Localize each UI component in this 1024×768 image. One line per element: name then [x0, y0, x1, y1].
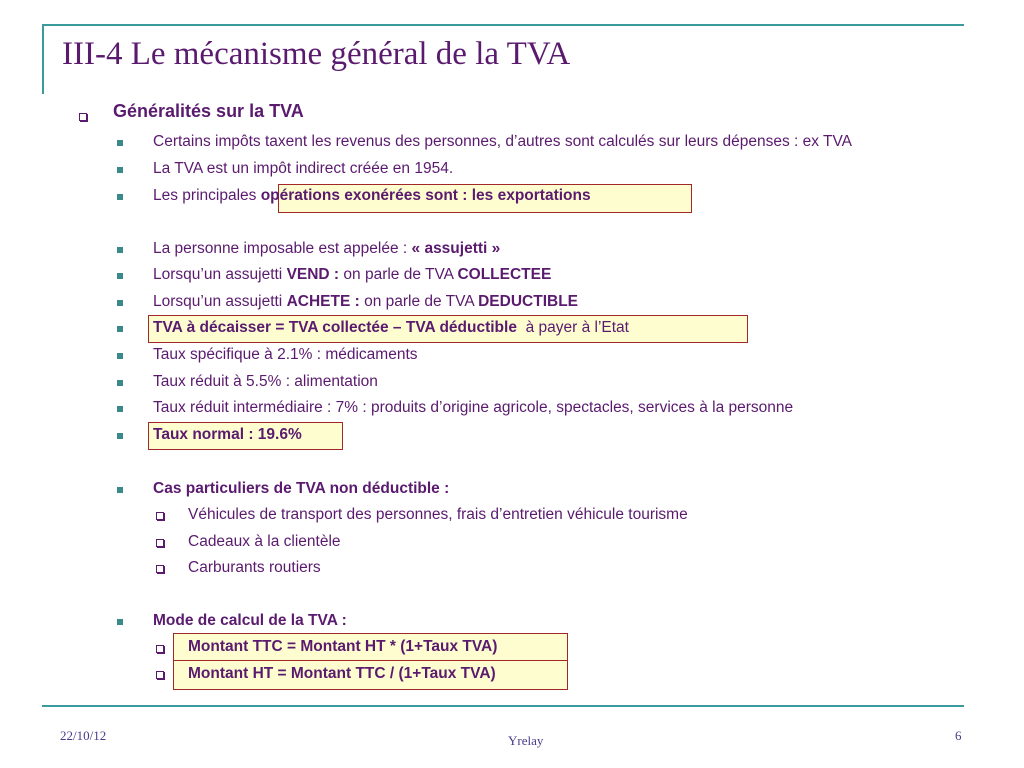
- line-taux-specifique: Taux spécifique à 2.1% : médicaments: [153, 346, 418, 363]
- hollow-square-bullet-icon: [156, 565, 164, 573]
- square-bullet-icon: [117, 140, 123, 146]
- square-bullet-icon: [117, 326, 123, 332]
- line-vend: [153, 265, 551, 285]
- square-bullet-icon: [117, 273, 123, 279]
- line-vend-a: Lorsqu’un assujetti: [153, 266, 287, 283]
- formula-ttc: Montant TTC = Montant HT * (1+Taux TVA): [188, 638, 498, 655]
- slide-title: III-4 Le mécanisme général de la TVA: [62, 36, 571, 72]
- square-bullet-icon: [117, 619, 123, 625]
- top-rule: [42, 24, 964, 26]
- square-bullet-icon: [117, 380, 123, 386]
- line-tva-decaisser: [153, 318, 629, 338]
- formula-ht: Montant HT = Montant TTC / (1+Taux TVA): [188, 665, 496, 682]
- line-taux-reduit: Taux réduit à 5.5% : alimentation: [153, 373, 378, 390]
- square-bullet-icon: [117, 406, 123, 412]
- square-bullet-icon: [117, 433, 123, 439]
- hollow-square-bullet-icon: [156, 539, 164, 547]
- hollow-square-bullet-icon: [156, 512, 164, 520]
- line-assujetti-prefix: La personne imposable est appelée :: [153, 240, 412, 257]
- square-bullet-icon: [117, 194, 123, 200]
- section-heading: Généralités sur la TVA: [113, 101, 304, 121]
- square-bullet-icon: [117, 353, 123, 359]
- hollow-square-bullet-icon: [79, 113, 87, 121]
- subitem-cadeaux: Cadeaux à la clientèle: [188, 533, 341, 550]
- line-vend-d: COLLECTEE: [457, 266, 552, 283]
- line-achete-b: ACHETE :: [286, 293, 360, 310]
- line-exonerations-prefix: Les principales: [153, 187, 261, 204]
- line-impots: Certains impôts taxent les revenus des personnes, d’autres sont calculés sur leurs dépenses : ex TVA: [153, 133, 853, 150]
- line-achete-c: on parle de TVA: [359, 293, 479, 310]
- line-taux-normal: Taux normal : 19.6%: [153, 426, 302, 443]
- line-mode-calcul: Mode de calcul de la TVA :: [153, 612, 347, 629]
- line-exonerations-highlight: opérations exonérées sont : les exportations: [260, 187, 591, 204]
- line-achete-d: DEDUCTIBLE: [478, 293, 578, 310]
- square-bullet-icon: [117, 247, 123, 253]
- square-bullet-icon: [117, 300, 123, 306]
- footer-author: Yrelay: [508, 733, 544, 748]
- line-tva-indirect: La TVA est un impôt indirect créée en 1954.: [153, 160, 454, 177]
- footer-date: 22/10/12: [60, 728, 107, 743]
- left-rule: [42, 24, 44, 94]
- line-assujetti: [153, 239, 500, 259]
- line-vend-c: on parle de TVA: [339, 266, 458, 283]
- square-bullet-icon: [117, 167, 123, 173]
- line-tva-decaisser-formula: TVA à décaisser = TVA collectée – TVA déductible: [153, 319, 517, 336]
- subitem-vehicules: Véhicules de transport des personnes, frais d’entretien véhicule tourisme: [188, 506, 688, 523]
- hollow-square-bullet-icon: [156, 671, 164, 679]
- line-achete-a: Lorsqu’un assujetti: [153, 293, 287, 310]
- line-tva-decaisser-suffix: à payer à l’Etat: [516, 319, 629, 336]
- line-assujetti-term: « assujetti »: [411, 240, 501, 257]
- line-vend-b: VEND :: [286, 266, 340, 283]
- bottom-rule: [42, 705, 964, 707]
- footer-page-number: 6: [955, 728, 962, 743]
- subitem-carburants: Carburants routiers: [188, 559, 321, 576]
- square-bullet-icon: [117, 487, 123, 493]
- hollow-square-bullet-icon: [156, 645, 164, 653]
- line-cas-particuliers: Cas particuliers de TVA non déductible :: [153, 480, 450, 497]
- line-taux-intermediaire: Taux réduit intermédiaire : 7% : produits d’origine agricole, spectacles, services à la personne: [153, 399, 794, 416]
- line-achete: [153, 292, 578, 312]
- line-exonerations: [153, 186, 591, 206]
